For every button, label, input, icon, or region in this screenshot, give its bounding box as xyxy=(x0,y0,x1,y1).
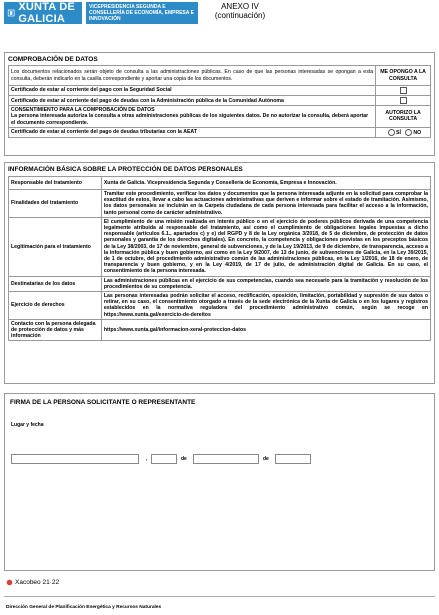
galicia-crest-icon xyxy=(7,6,15,20)
table-row xyxy=(9,177,431,190)
month-field[interactable] xyxy=(193,454,259,464)
protection-label: Destinatarias de los datos xyxy=(9,276,102,291)
signature-section xyxy=(4,393,435,571)
table-row xyxy=(9,292,431,320)
place-field[interactable] xyxy=(11,454,139,464)
protection-link[interactable]: https://www.xunta.gal/informacion-xeral-proteccion-datos xyxy=(101,319,430,341)
oppose-checkbox-ss[interactable] xyxy=(376,86,431,96)
data-verification-table xyxy=(8,65,431,138)
protection-text: El cumplimiento de una misión realizada en interés público o en el ejercicio de poderes públicos derivada de una competencia legalmente atribuida al responsable del tratamiento, así como el cumplimiento de obligaciones legales impuestas a dicho responsable (artículos 6.1., apartados c) y e) del RGPD y 8 de la Ley orgánica 3/2018, de 5 de diciembre, de protección de datos personales y garantía de los derechos digitales). En concreto, la competencia y obligaciones previstas en los preceptos básicos de la Ley 38/2003, de 17 de noviembre, general de subvenciones, y de la Ley 19/2013, de 9 de diciembre, de transparencia, acceso a la información pública y buen gobierno, así como en la Ley 9/2007, de 13 de junio, de subvenciones de Galicia, en la Ley 39/2015, de 1 de octubre, del procedimiento administrativo común de las administraciones públicas, en la Ley 1/2016, de 18 de enero, de transparencia y buen gobierno, y en la Ley 4/2019, de 17 de julio, de administración digital de Galicia. En su caso, el consentimiento de la persona interesada. xyxy=(101,217,430,276)
day-field[interactable] xyxy=(151,454,177,464)
logo-text: XUNTA DE GALICIA xyxy=(18,1,75,25)
table-row xyxy=(9,190,431,218)
protection-label: Contacto con la persona delegada de protección de datos y más información xyxy=(9,319,102,341)
consent-title: CONSENTIMIENTO PARA LA COMPROBACIÓN DE DATOS xyxy=(11,107,155,114)
consent-text: La persona interesada autoriza la consulta a otras administraciones públicas de los siguientes datos. De no autorizar la consulta, deberá aportar el documento correspondiente. xyxy=(11,113,369,126)
aeat-no-radio[interactable] xyxy=(405,129,412,136)
protection-label: Ejercicio de derechos xyxy=(9,292,102,320)
xacobeo-logo xyxy=(6,579,59,586)
protection-label: Responsable del tratamiento xyxy=(9,177,102,190)
annex-subtitle: (continuación) xyxy=(214,11,266,20)
verification-row-autonomous: Certificado de estar al corriente del pago de deudas con la Administración pública de la Comunidad Autónoma xyxy=(9,96,376,106)
year-field[interactable] xyxy=(275,454,311,464)
xacobeo-text: Xacobeo 21·22 xyxy=(15,579,60,586)
aeat-yes-label: SÍ xyxy=(395,129,401,136)
protection-text: Las administraciones públicas en el ejercicio de sus competencias, cuando sea necesario para la tramitación y resolución de los procedimientos de su competencia. xyxy=(101,276,430,291)
data-protection-title: INFORMACIÓN BÁSICA SOBRE LA PROTECCIÓN DE DATOS PERSONALES xyxy=(8,166,243,173)
protection-text: Tramitar este procedimiento, verificar los datos y documentos que la persona interesada adjunte en la solicitud para comprobar la exactitud de estos, llevar a cabo las actuaciones administrativas que deriven e informar sobre el estado de tramitación. Asimismo, los datos personales se incluirán en la Carpeta ciudadana de cada persona interesada para facilitar el acceso a la información, tanto personal como de carácter administrativo. xyxy=(101,190,430,218)
table-row xyxy=(9,217,431,276)
aeat-yes-radio[interactable] xyxy=(388,129,395,136)
oppose-column-header: ME OPONGO A LA CONSULTA xyxy=(376,66,431,86)
consent-block xyxy=(9,106,376,128)
department-name: VICEPRESIDENCIA SEGUNDA E CONSELLERÍA DE ECONOMÍA, EMPRESA E INNOVACIÓN xyxy=(86,2,198,24)
verification-intro: Los documentos relacionados serán objeto de consulta a las administraciones públicas. En caso de que las personas interesadas se opongan a esta consulta, deberán indicarlo en la casilla correspondiente y aportar una copia de los documentos. xyxy=(9,66,376,86)
annex-heading xyxy=(200,2,280,20)
de-label-1: de xyxy=(181,456,187,462)
signature-title: FIRMA DE LA PERSONA SOLICITANTE O REPRESENTANTE xyxy=(10,399,196,406)
data-protection-section xyxy=(4,162,435,384)
verification-row-aeat: Certificado de estar al corriente del pago de deudas tributarias con la AEAT xyxy=(9,127,376,137)
xunta-logo xyxy=(4,2,82,24)
table-row xyxy=(9,319,431,341)
data-verification-title: COMPROBACIÓN DE DATOS xyxy=(8,56,98,63)
authorize-column-header: AUTORIZO LA CONSULTA xyxy=(376,106,431,128)
table-row xyxy=(9,276,431,291)
verification-row-ss: Certificado de estar al corriente del pago con la Seguridad Social xyxy=(9,86,376,96)
de-label-2: de xyxy=(263,456,269,462)
xacobeo-icon xyxy=(6,579,13,586)
data-protection-table xyxy=(8,176,431,341)
protection-label: Legitimación para el tratamiento xyxy=(9,217,102,276)
oppose-checkbox-autonomous[interactable] xyxy=(376,96,431,106)
protection-label: Finalidades del tratamiento xyxy=(9,190,102,218)
protection-text: Las personas interesadas podrán solicitar el acceso, rectificación, oposición, limitación, portabilidad y supresión de sus datos o retirar, en su caso, el consentimiento otorgado a través de la sede electrónica de la Xunta de Galicia o en los lugares y registros establecidos en la normativa reguladora del procedimiento administrativo común, según se recoge en https://www.xunta.gal/exercicio-de-dereitos xyxy=(101,292,430,320)
place-date-label: Lugar y fecha xyxy=(11,422,44,428)
annex-title: ANEXO IV xyxy=(221,2,259,11)
aeat-no-label: NO xyxy=(413,129,422,136)
footer-rule xyxy=(4,596,435,597)
protection-text: Xunta de Galicia. Vicepresidencia Segunda y Consellería de Economía, Empresa e Innovación. xyxy=(101,177,430,190)
data-verification-section xyxy=(4,52,435,156)
aeat-yes-no xyxy=(376,127,431,137)
comma-separator: , xyxy=(146,456,148,462)
footer-direccion: Dirección General de Planificación Energética y Recursos Naturales xyxy=(6,605,162,610)
